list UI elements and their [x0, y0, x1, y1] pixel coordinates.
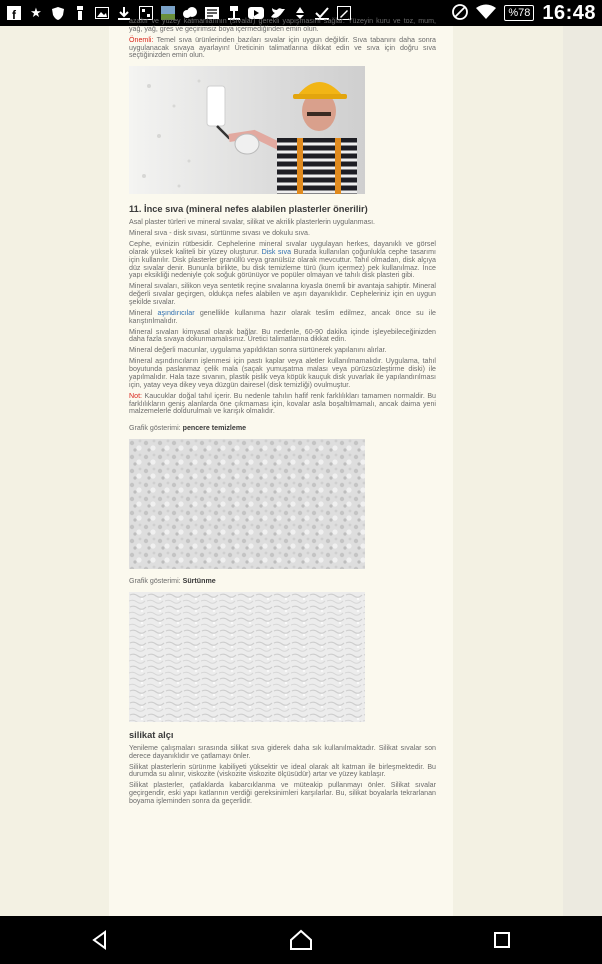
svg-text:f: f [12, 8, 16, 22]
back-button[interactable] [70, 916, 130, 964]
plasterer-photo [129, 66, 365, 194]
important-text: Temel sıva ürünlerinden bazıları sıvalar için uygun değildir. Sıva tabanını daha sonra uygulanacak sıvaya ayarlayın! Üreticinin talimatlarına dikkat edin ve sıva için doğru sıva seçtiğinizden emin olun. [129, 35, 436, 60]
important-label: Önemli: [129, 35, 154, 44]
facebook-icon [6, 5, 22, 21]
recents-icon [492, 930, 512, 950]
paragraph-1: Asal plaster türleri ve mineral sıvalar, silikat ve akrilik plasterlerin uygulanması. [129, 218, 376, 227]
star-icon: ★ [30, 5, 42, 20]
home-icon [289, 929, 313, 951]
paragraph-8: Mineral aşındırıcıların işlenmesi için pastı kaplar veya aletler kullanılmamalıdır. Uygulama, tahıl boyutunda paslanmaz çelik mala (saçak yumuşatma malası veya pürüzsüzleştirme diski) ile yapılmalıdır. Hala taze sıvanın, plastik pislik veya köpük kauçuk disk yuvarlak ile yapılandırılması için, yatay veya dikey veya düzgün dairesel (disk temizliği) ovulmuştur. [129, 357, 436, 389]
texture-image-1 [129, 439, 365, 569]
back-icon [90, 930, 110, 950]
right-margin [453, 26, 563, 916]
paragraph-4: Mineral sıvaları, silikon veya sentetik reçine sıvalarına kıyasla önemli bir avantaja sahiptir. Mineral değerli sıvalar geçirgen, oldukça nefes alabilen ve aşırı dayanıklıdır. Cepheleriniz için en uygun şekilde sıvalar. [129, 282, 436, 306]
abrasives-link[interactable]: aşındırıcılar [157, 308, 195, 317]
disk-plaster-link[interactable]: Disk sıva [261, 247, 292, 256]
caption-window-cleaning [129, 425, 436, 433]
clock: 16:48 [542, 1, 596, 24]
navigation-bar [0, 916, 602, 964]
home-button[interactable] [271, 916, 331, 964]
left-margin [0, 26, 109, 916]
paragraph-6: Mineral sıvaları kimyasal olarak bağlar. Bu nedenle, 60-90 dakika içinde işleyebileceğinizden daha fazla sıvaya dokunmamalısınız. Üretici talimatlarına dikkat edin. [129, 327, 436, 344]
intro-paragraph: azaltır ve yüzey katmanlarının (sıvalar) gerekli yapışmasını sağlar. Yüzeyin kuru ve toz, mum, yağ, yağ, gres ve geçirimsiz boya içermediğinden emin olun. [129, 17, 436, 33]
paragraph-5 [129, 310, 436, 326]
paragraph-2: Mineral sıva - disk sıvası, sürtünme sıvası ve dokulu sıva. [129, 229, 310, 238]
image-icon [94, 5, 110, 21]
section-title-fine-plaster: 11. İnce sıva (mineral nefes alabilen plasterler önerilir) [129, 204, 368, 215]
caption-1-label: Grafik gösterimi: [129, 424, 183, 433]
paragraph-3-text-a: Cephe, evinizin rütbesidir. Cephelerine mineral sıvalar uygulayan herkes, dayanıklı ve görsel olarak yüksek kaliteli bir yüzey oluşturur. [129, 240, 436, 256]
texture-image-2 [129, 592, 365, 722]
recents-button[interactable] [472, 916, 532, 964]
silicate-paragraph-1: Yenileme çalışmaları sırasında silikat sıva giderek daha sık kullanılmaktadır. Silikat sıvalar son derece dayanıklıdır ve çatlamayı önler. [129, 743, 436, 760]
caption-2-label: Grafik gösterimi: [129, 577, 183, 585]
note-paragraph [129, 393, 436, 416]
note-text: Kaucuklar doğal tahıl içerir. Bu nedenle tahılın hafif renk farklılıkları tamamen normaldir. Bu farklılıkların geniş alanlarda öne çıkmaması için, kovalar asla boşaltılmamalı, ancak daima yeni malzemelerle doldurulmalı ve karışık olmalıdır. [129, 391, 436, 416]
paragraph-3 [129, 241, 436, 280]
scroll-gutter [563, 26, 602, 916]
caption-2-value: Sürtünme [182, 577, 216, 585]
paragraph-3-text-b: Burada kullanılan çoğunlukla cephe tasarımı için kullanılır. Disk plasterler granüllü veya granülsüz olarak mevcuttur. Tahıl olmadan, disk alçıya düz sıvalar denir. Bununla birlikte, bu disk temizleme türü (kum içermez) pek kullanılmaz. İnce yapı eksikliği nedeniyle çok soğuk görünüyor ve popüler olmayan ve tahılı disk plasteri gibi. [129, 247, 436, 280]
paragraph-5-text-b: genellikle kullanıma hazır olarak teslim edilmez, ancak önce su ile karıştırılmalıdır. [129, 308, 436, 325]
shield-icon [50, 5, 66, 21]
silicate-paragraph-3: Silikat plasterler, çatlaklarda kabarcıklanma ve müteakip pullanmayı önler. Silikat sıvalar geçirgendir, eski yapı katlarının verdiği gereksinimleri karşılarlar. Bu, silikat boyalarla tekrarlanan boyama işleminden sonra da geçerlidir. [129, 781, 436, 805]
caption-friction [129, 578, 436, 586]
article-content [129, 18, 436, 809]
paragraph-5-text-a: Mineral [129, 308, 158, 317]
important-paragraph [129, 37, 436, 60]
section-title-silicate: silikat alçı [129, 729, 174, 740]
paragraph-7: Mineral değerli macunlar, uygulama yapıldıktan sonra sürtünerek yapılanını alırlar. [129, 346, 387, 355]
flashlight-icon [72, 5, 88, 21]
status-right [452, 2, 602, 25]
wifi-icon [476, 4, 496, 23]
note-label: Not: [129, 391, 143, 400]
silicate-paragraph-2: Silikat plasterlerin sürünme kabiliyeti yüksektir ve ideal olarak alt katman ile birleşmektedir. Bu durumda su alınır, viskozite (viskozite viskozite ölçüsüdür) artar ve yüzey katılaşır. [129, 762, 436, 779]
browser-viewport[interactable] [0, 17, 602, 916]
battery-indicator: %78 [504, 5, 534, 21]
caption-1-value: pencere temizleme [182, 424, 247, 433]
dnd-icon [452, 4, 468, 23]
article-page [109, 17, 453, 916]
